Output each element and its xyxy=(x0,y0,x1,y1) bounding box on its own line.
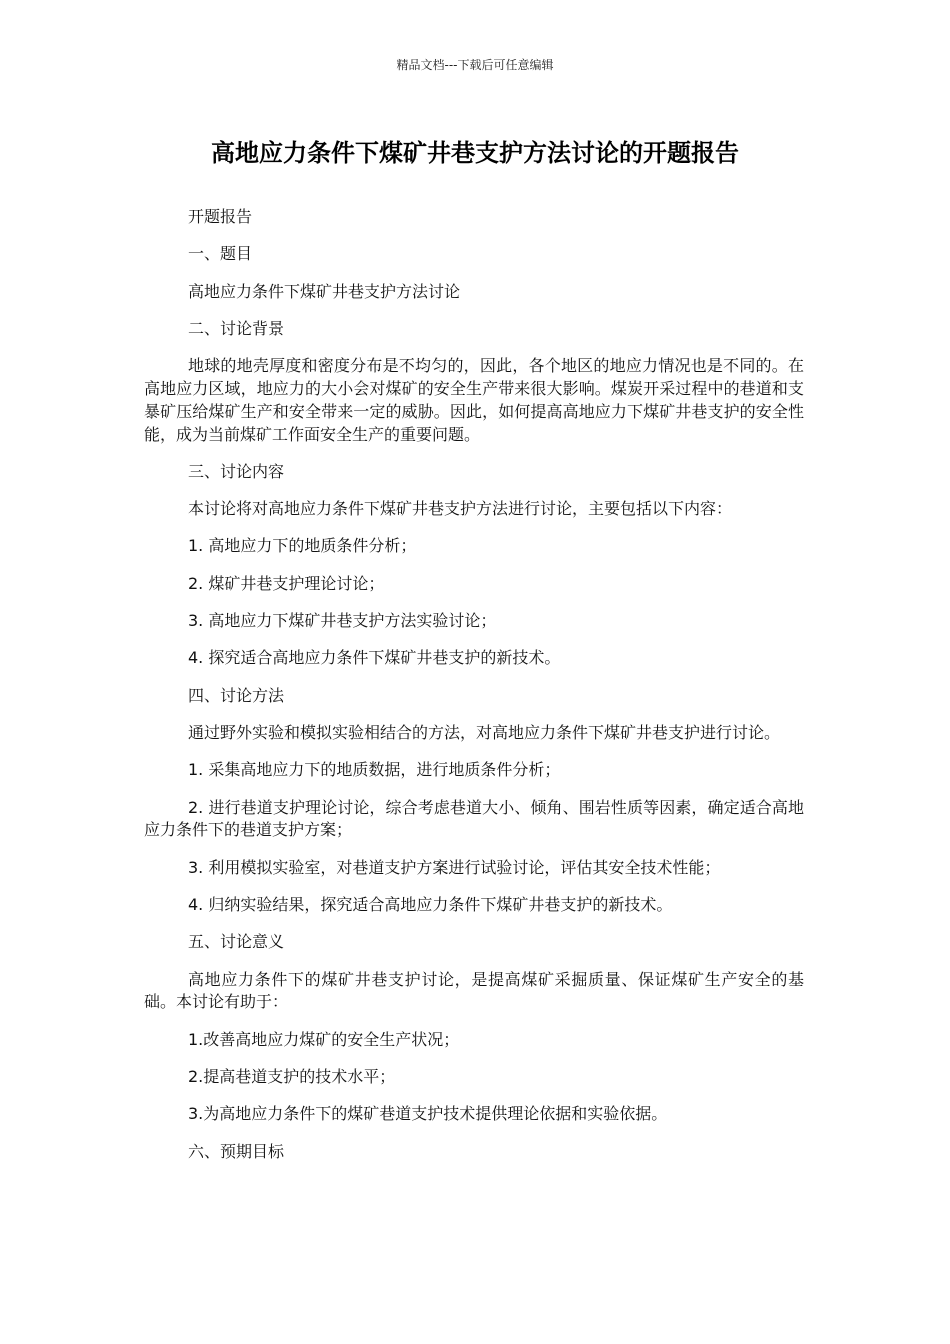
paragraph-topic-text: 高地应力条件下煤矿井巷支护方法讨论 xyxy=(188,281,461,301)
list-item: 4. 探究适合高地应力条件下煤矿井巷支护的新技术。 xyxy=(188,648,561,668)
header-note: 精品文档---下载后可任意编辑 xyxy=(396,58,554,72)
list-item: 1. 高地应力下的地质条件分析； xyxy=(188,536,417,556)
section-heading-content: 三、讨论内容 xyxy=(188,461,285,481)
list-item: 2. 进行巷道支护理论讨论，综合考虑巷道大小、倾角、围岩性质等因素，确定适合高地应力条件下的巷道支护方案； xyxy=(144,797,804,840)
document-body xyxy=(144,206,804,1178)
list-item: 3. 高地应力下煤矿井巷支护方法实验讨论； xyxy=(188,611,497,631)
paragraph-background-text: 地球的地壳厚度和密度分布是不均匀的，因此，各个地区的地应力情况也是不同的。在高地应力区域，地应力的大小会对煤矿的安全生产带来很大影响。煤炭开采过程中的巷道和支暴矿压给煤矿生产和安全带来一定的威胁。因此，如何提高高地应力下煤矿井巷支护的安全性能，成为当前煤矿工作面安全生产的重要问题。 xyxy=(144,356,804,444)
paragraph-report-label: 开题报告 xyxy=(188,207,253,226)
section-heading-topic: 一、题目 xyxy=(188,244,253,264)
list-item: 3. 利用模拟实验室，对巷道支护方案进行试验讨论，评估其安全技术性能； xyxy=(188,857,721,877)
section-heading-significance: 五、讨论意义 xyxy=(188,932,285,952)
paragraph-significance-text: 高地应力条件下的煤矿井巷支护讨论，是提高煤矿采掘质量、保证煤矿生产安全的基础。本讨论有助于： xyxy=(144,969,804,1012)
list-item: 3.为高地应力条件下的煤矿巷道支护技术提供理论依据和实验依据。 xyxy=(188,1104,668,1124)
list-item: 2. 煤矿井巷支护理论讨论； xyxy=(188,573,385,593)
section-heading-goals: 六、预期目标 xyxy=(188,1141,285,1161)
list-item: 2.提高巷道支护的技术水平； xyxy=(188,1066,396,1086)
paragraph-method-intro: 通过野外实验和模拟实验相结合的方法，对高地应力条件下煤矿井巷支护进行讨论。 xyxy=(188,722,781,742)
section-heading-method: 四、讨论方法 xyxy=(188,685,285,705)
paragraph-content-intro: 本讨论将对高地应力条件下煤矿井巷支护方法进行讨论，主要包括以下内容： xyxy=(188,499,733,519)
section-heading-background: 二、讨论背景 xyxy=(188,318,285,338)
document-title: 高地应力条件下煤矿井巷支护方法讨论的开题报告 xyxy=(211,139,739,167)
list-item: 1.改善高地应力煤矿的安全生产状况； xyxy=(188,1029,460,1049)
list-item: 4. 归纳实验结果，探究适合高地应力条件下煤矿井巷支护的新技术。 xyxy=(188,894,673,914)
list-item: 1. 采集高地应力下的地质数据，进行地质条件分析； xyxy=(188,760,561,780)
